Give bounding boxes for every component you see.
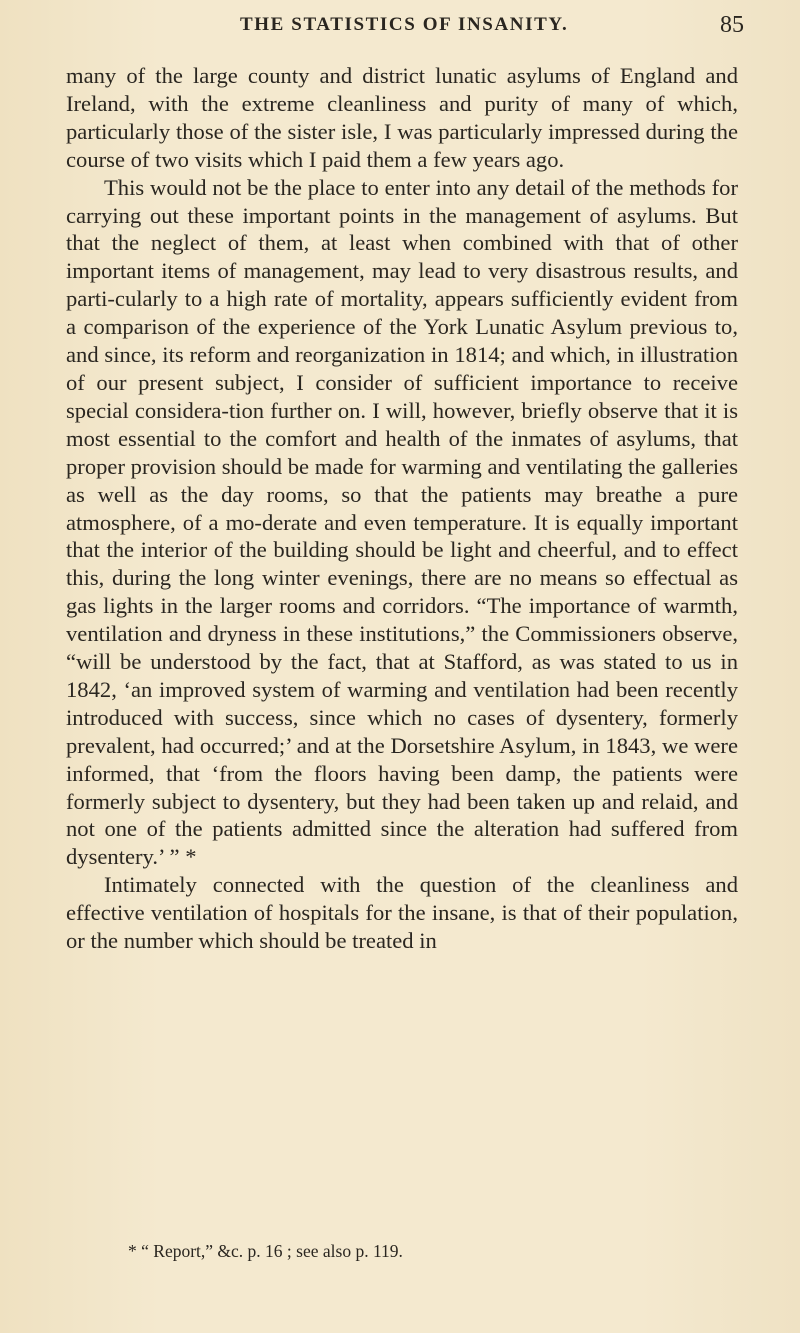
paragraph-continuation: many of the large county and district lunatic asylums of England and Ireland, with the extreme cleanliness and purity of many of which, particularly those of the sister isle, I was particularly impressed during the course of two visits which I paid them a few years ago. (66, 63, 738, 172)
body-text (66, 62, 738, 955)
page-number: 85 (720, 12, 744, 38)
paragraph-asylum-management: This would not be the place to enter into any detail of the methods for carrying out these important points in the management of asylums. But that the neglect of them, at least when combined with that of other important items of management, may lead to very disastrous results, and parti-cularly to a high rate of mortality, appears sufficiently evident from a comparison of the experience of the York Lunatic Asylum previous to, and since, its reform and reorganization in 1814; and which, in illustration of our present subject, I consider of sufficient importance to receive special considera-tion further on. I will, however, briefly observe that it is most essential to the comfort and health of the inmates of asylums, that proper provision should be made for warming and ventilating the galleries as well as the day rooms, so that the patients may breathe a pure atmosphere, of a mo-derate and even temperature. It is equally important that the interior of the building should be light and cheerful, and to effect this, during the long winter evenings, there are no means so effectual as gas lights in the larger rooms and corridors. “The importance of warmth, ventilation and dryness in these institutions,” the Commissioners observe, “will be understood by the fact, that at Stafford, as was stated to us in 1842, ‘an improved system of warming and ventilation had been recently introduced with success, since which no cases of dysentery, formerly prevalent, had occurred;’ and at the Dorsetshire Asylum, in 1843, we were informed, that ‘from the floors having been damp, the patients were formerly subject to dysentery, but they had been taken up and relaid, and not one of the patients admitted since the alteration had suffered from dysentery.’ ” * (66, 174, 738, 870)
running-title: THE STATISTICS OF INSANITY. (240, 14, 569, 35)
footnote: * “ Report,” &c. p. 16 ; see also p. 119. (128, 1241, 403, 1261)
paragraph-population: Intimately connected with the question of the cleanliness and effective ventilation of hospitals for the insane, is that of their population, or the number which should be treated in (66, 872, 738, 954)
page-header (240, 12, 744, 44)
